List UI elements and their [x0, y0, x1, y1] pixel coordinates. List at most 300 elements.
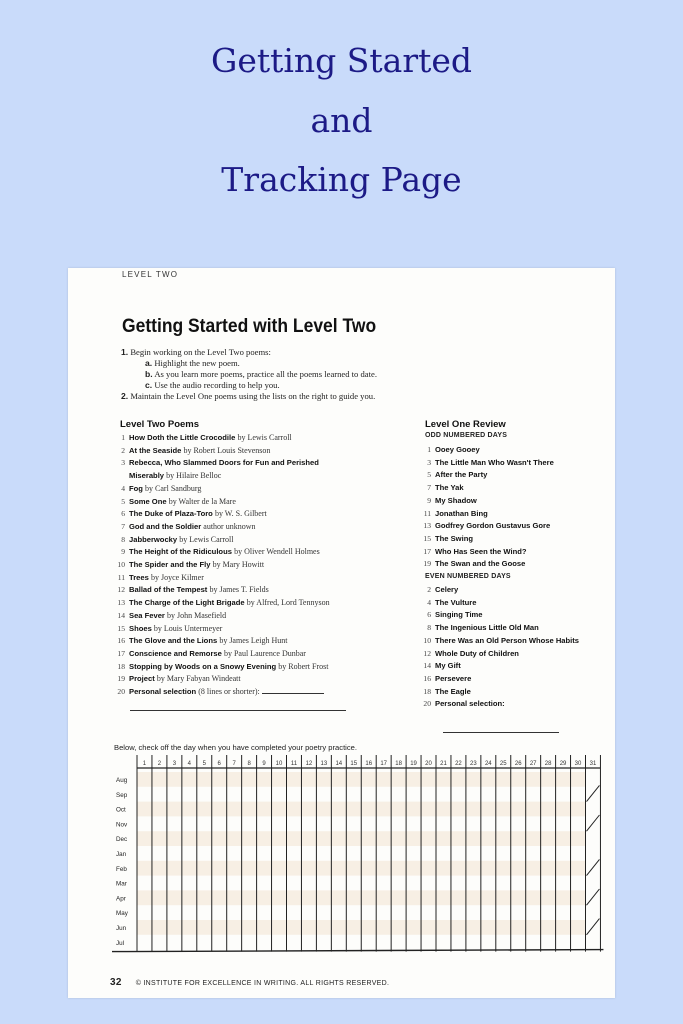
day-checkbox[interactable] [227, 848, 242, 863]
day-checkbox[interactable] [272, 848, 287, 863]
day-checkbox[interactable] [272, 892, 287, 907]
day-checkbox[interactable] [212, 892, 227, 907]
day-checkbox[interactable] [212, 878, 227, 893]
day-checkbox[interactable] [227, 833, 242, 848]
day-checkbox[interactable] [466, 789, 481, 804]
day-checkbox[interactable] [391, 833, 406, 848]
day-checkbox[interactable] [272, 907, 287, 922]
day-checkbox[interactable] [481, 922, 496, 937]
day-checkbox[interactable] [586, 818, 601, 833]
day-checkbox[interactable] [137, 937, 152, 952]
day-checkbox[interactable] [137, 907, 152, 922]
day-checkbox[interactable] [182, 848, 197, 863]
day-checkbox[interactable] [511, 818, 526, 833]
day-checkbox[interactable] [571, 774, 586, 789]
day-checkbox[interactable] [197, 863, 212, 878]
day-checkbox[interactable] [511, 892, 526, 907]
day-checkbox[interactable] [212, 863, 227, 878]
day-checkbox[interactable] [257, 789, 272, 804]
day-checkbox[interactable] [586, 863, 601, 878]
day-checkbox[interactable] [316, 774, 331, 789]
day-checkbox[interactable] [451, 833, 466, 848]
day-checkbox[interactable] [526, 789, 541, 804]
write-in-line[interactable] [443, 732, 559, 733]
day-checkbox[interactable] [406, 922, 421, 937]
day-checkbox[interactable] [167, 818, 182, 833]
day-checkbox[interactable] [421, 774, 436, 789]
day-checkbox[interactable] [406, 907, 421, 922]
day-checkbox[interactable] [331, 922, 346, 937]
day-checkbox[interactable] [586, 922, 601, 937]
day-checkbox[interactable] [556, 878, 571, 893]
day-checkbox[interactable] [227, 937, 242, 952]
day-checkbox[interactable] [227, 804, 242, 819]
day-checkbox[interactable] [272, 922, 287, 937]
day-checkbox[interactable] [242, 833, 257, 848]
day-checkbox[interactable] [571, 789, 586, 804]
day-checkbox[interactable] [436, 833, 451, 848]
day-checkbox[interactable] [346, 892, 361, 907]
day-checkbox[interactable] [361, 863, 376, 878]
day-checkbox[interactable] [316, 818, 331, 833]
day-checkbox[interactable] [167, 922, 182, 937]
day-checkbox[interactable] [152, 804, 167, 819]
day-checkbox[interactable] [451, 804, 466, 819]
day-checkbox[interactable] [376, 863, 391, 878]
day-checkbox[interactable] [361, 937, 376, 952]
day-checkbox[interactable] [571, 804, 586, 819]
day-checkbox[interactable] [511, 774, 526, 789]
day-checkbox[interactable] [466, 922, 481, 937]
day-checkbox[interactable] [526, 892, 541, 907]
day-checkbox[interactable] [257, 907, 272, 922]
day-checkbox[interactable] [167, 907, 182, 922]
day-checkbox[interactable] [556, 774, 571, 789]
day-checkbox[interactable] [541, 907, 556, 922]
day-checkbox[interactable] [331, 804, 346, 819]
day-checkbox[interactable] [376, 922, 391, 937]
day-checkbox[interactable] [182, 833, 197, 848]
day-checkbox[interactable] [212, 818, 227, 833]
day-checkbox[interactable] [556, 848, 571, 863]
day-checkbox[interactable] [182, 804, 197, 819]
day-checkbox[interactable] [451, 863, 466, 878]
day-checkbox[interactable] [436, 848, 451, 863]
day-checkbox[interactable] [316, 863, 331, 878]
day-checkbox[interactable] [331, 818, 346, 833]
day-checkbox[interactable] [571, 922, 586, 937]
day-checkbox[interactable] [511, 922, 526, 937]
day-checkbox[interactable] [137, 878, 152, 893]
day-checkbox[interactable] [436, 907, 451, 922]
day-checkbox[interactable] [511, 789, 526, 804]
day-checkbox[interactable] [182, 818, 197, 833]
day-checkbox[interactable] [436, 878, 451, 893]
day-checkbox[interactable] [541, 804, 556, 819]
day-checkbox[interactable] [152, 937, 167, 952]
day-checkbox[interactable] [376, 774, 391, 789]
day-checkbox[interactable] [376, 818, 391, 833]
day-checkbox[interactable] [301, 774, 316, 789]
day-checkbox[interactable] [436, 863, 451, 878]
day-checkbox[interactable] [152, 878, 167, 893]
day-checkbox[interactable] [242, 818, 257, 833]
day-checkbox[interactable] [346, 878, 361, 893]
day-checkbox[interactable] [242, 937, 257, 952]
day-checkbox[interactable] [137, 892, 152, 907]
day-checkbox[interactable] [346, 922, 361, 937]
day-checkbox[interactable] [301, 878, 316, 893]
day-checkbox[interactable] [257, 818, 272, 833]
day-checkbox[interactable] [391, 789, 406, 804]
day-checkbox[interactable] [406, 863, 421, 878]
day-checkbox[interactable] [361, 789, 376, 804]
day-checkbox[interactable] [376, 789, 391, 804]
day-checkbox[interactable] [242, 789, 257, 804]
day-checkbox[interactable] [257, 878, 272, 893]
day-checkbox[interactable] [466, 907, 481, 922]
day-checkbox[interactable] [242, 848, 257, 863]
day-checkbox[interactable] [466, 863, 481, 878]
day-checkbox[interactable] [137, 922, 152, 937]
day-checkbox[interactable] [167, 848, 182, 863]
day-checkbox[interactable] [406, 818, 421, 833]
day-checkbox[interactable] [496, 774, 511, 789]
day-checkbox[interactable] [406, 774, 421, 789]
day-checkbox[interactable] [287, 892, 302, 907]
day-checkbox[interactable] [272, 818, 287, 833]
day-checkbox[interactable] [227, 863, 242, 878]
day-checkbox[interactable] [287, 833, 302, 848]
day-checkbox[interactable] [496, 892, 511, 907]
day-checkbox[interactable] [391, 848, 406, 863]
day-checkbox[interactable] [406, 789, 421, 804]
day-checkbox[interactable] [287, 774, 302, 789]
day-checkbox[interactable] [212, 774, 227, 789]
day-checkbox[interactable] [287, 818, 302, 833]
day-checkbox[interactable] [421, 922, 436, 937]
day-checkbox[interactable] [361, 907, 376, 922]
day-checkbox[interactable] [481, 848, 496, 863]
day-checkbox[interactable] [361, 833, 376, 848]
write-in-line[interactable] [130, 710, 346, 711]
day-checkbox[interactable] [212, 848, 227, 863]
day-checkbox[interactable] [182, 789, 197, 804]
day-checkbox[interactable] [331, 878, 346, 893]
day-checkbox[interactable] [272, 833, 287, 848]
day-checkbox[interactable] [242, 804, 257, 819]
day-checkbox[interactable] [526, 833, 541, 848]
day-checkbox[interactable] [152, 833, 167, 848]
day-checkbox[interactable] [391, 863, 406, 878]
day-checkbox[interactable] [376, 892, 391, 907]
day-checkbox[interactable] [257, 892, 272, 907]
day-checkbox[interactable] [451, 907, 466, 922]
day-checkbox[interactable] [361, 774, 376, 789]
day-checkbox[interactable] [526, 774, 541, 789]
day-checkbox[interactable] [167, 774, 182, 789]
day-checkbox[interactable] [182, 863, 197, 878]
day-checkbox[interactable] [586, 892, 601, 907]
day-checkbox[interactable] [541, 892, 556, 907]
day-checkbox[interactable] [301, 907, 316, 922]
day-checkbox[interactable] [272, 804, 287, 819]
day-checkbox[interactable] [481, 892, 496, 907]
day-checkbox[interactable] [376, 804, 391, 819]
day-checkbox[interactable] [272, 937, 287, 952]
day-checkbox[interactable] [197, 804, 212, 819]
day-checkbox[interactable] [451, 789, 466, 804]
day-checkbox[interactable] [436, 892, 451, 907]
day-checkbox[interactable] [197, 789, 212, 804]
day-checkbox[interactable] [197, 922, 212, 937]
day-checkbox[interactable] [496, 804, 511, 819]
day-checkbox[interactable] [242, 774, 257, 789]
day-checkbox[interactable] [167, 937, 182, 952]
day-checkbox[interactable] [421, 818, 436, 833]
day-checkbox[interactable] [571, 907, 586, 922]
day-checkbox[interactable] [451, 848, 466, 863]
day-checkbox[interactable] [406, 878, 421, 893]
day-checkbox[interactable] [152, 892, 167, 907]
day-checkbox[interactable] [331, 937, 346, 952]
day-checkbox[interactable] [137, 789, 152, 804]
day-checkbox[interactable] [287, 863, 302, 878]
day-checkbox[interactable] [316, 833, 331, 848]
day-checkbox[interactable] [421, 848, 436, 863]
day-checkbox[interactable] [391, 922, 406, 937]
day-checkbox[interactable] [331, 848, 346, 863]
day-checkbox[interactable] [571, 878, 586, 893]
day-checkbox[interactable] [242, 892, 257, 907]
day-checkbox[interactable] [331, 863, 346, 878]
day-checkbox[interactable] [257, 848, 272, 863]
day-checkbox[interactable] [376, 907, 391, 922]
day-checkbox[interactable] [361, 878, 376, 893]
day-checkbox[interactable] [346, 833, 361, 848]
day-checkbox[interactable] [301, 789, 316, 804]
day-checkbox[interactable] [481, 878, 496, 893]
day-checkbox[interactable] [466, 818, 481, 833]
day-checkbox[interactable] [167, 833, 182, 848]
day-checkbox[interactable] [406, 937, 421, 952]
day-checkbox[interactable] [526, 922, 541, 937]
day-checkbox[interactable] [242, 878, 257, 893]
day-checkbox[interactable] [257, 833, 272, 848]
day-checkbox[interactable] [316, 848, 331, 863]
day-checkbox[interactable] [137, 863, 152, 878]
day-checkbox[interactable] [137, 774, 152, 789]
day-checkbox[interactable] [391, 818, 406, 833]
day-checkbox[interactable] [466, 774, 481, 789]
day-checkbox[interactable] [391, 804, 406, 819]
day-checkbox[interactable] [481, 818, 496, 833]
day-checkbox[interactable] [451, 937, 466, 952]
day-checkbox[interactable] [331, 833, 346, 848]
day-checkbox[interactable] [526, 878, 541, 893]
day-checkbox[interactable] [556, 833, 571, 848]
day-checkbox[interactable] [212, 833, 227, 848]
day-checkbox[interactable] [167, 878, 182, 893]
day-checkbox[interactable] [137, 818, 152, 833]
day-checkbox[interactable] [346, 848, 361, 863]
day-checkbox[interactable] [197, 818, 212, 833]
day-checkbox[interactable] [481, 774, 496, 789]
day-checkbox[interactable] [406, 892, 421, 907]
day-checkbox[interactable] [391, 892, 406, 907]
day-checkbox[interactable] [451, 922, 466, 937]
day-checkbox[interactable] [481, 833, 496, 848]
day-checkbox[interactable] [152, 922, 167, 937]
day-checkbox[interactable] [511, 907, 526, 922]
day-checkbox[interactable] [511, 878, 526, 893]
day-checkbox[interactable] [287, 937, 302, 952]
day-checkbox[interactable] [346, 774, 361, 789]
day-checkbox[interactable] [391, 774, 406, 789]
day-checkbox[interactable] [421, 833, 436, 848]
day-checkbox[interactable] [496, 922, 511, 937]
day-checkbox[interactable] [182, 892, 197, 907]
day-checkbox[interactable] [301, 937, 316, 952]
day-checkbox[interactable] [376, 878, 391, 893]
day-checkbox[interactable] [436, 789, 451, 804]
day-checkbox[interactable] [242, 922, 257, 937]
day-checkbox[interactable] [571, 833, 586, 848]
day-checkbox[interactable] [152, 789, 167, 804]
day-checkbox[interactable] [242, 907, 257, 922]
day-checkbox[interactable] [152, 907, 167, 922]
day-checkbox[interactable] [227, 892, 242, 907]
day-checkbox[interactable] [197, 774, 212, 789]
day-checkbox[interactable] [301, 804, 316, 819]
day-checkbox[interactable] [182, 907, 197, 922]
day-checkbox[interactable] [182, 878, 197, 893]
day-checkbox[interactable] [361, 892, 376, 907]
day-checkbox[interactable] [571, 863, 586, 878]
day-checkbox[interactable] [152, 818, 167, 833]
day-checkbox[interactable] [526, 907, 541, 922]
day-checkbox[interactable] [526, 863, 541, 878]
day-checkbox[interactable] [466, 848, 481, 863]
day-checkbox[interactable] [391, 878, 406, 893]
day-checkbox[interactable] [272, 789, 287, 804]
day-checkbox[interactable] [301, 818, 316, 833]
day-checkbox[interactable] [511, 863, 526, 878]
day-checkbox[interactable] [541, 818, 556, 833]
day-checkbox[interactable] [421, 907, 436, 922]
day-checkbox[interactable] [301, 863, 316, 878]
day-checkbox[interactable] [182, 937, 197, 952]
day-checkbox[interactable] [496, 848, 511, 863]
day-checkbox[interactable] [212, 804, 227, 819]
day-checkbox[interactable] [541, 789, 556, 804]
day-checkbox[interactable] [361, 922, 376, 937]
day-checkbox[interactable] [331, 774, 346, 789]
day-checkbox[interactable] [301, 892, 316, 907]
day-checkbox[interactable] [466, 892, 481, 907]
day-checkbox[interactable] [391, 907, 406, 922]
day-checkbox[interactable] [496, 863, 511, 878]
day-checkbox[interactable] [361, 848, 376, 863]
day-checkbox[interactable] [541, 833, 556, 848]
day-checkbox[interactable] [481, 789, 496, 804]
day-checkbox[interactable] [556, 818, 571, 833]
day-checkbox[interactable] [451, 818, 466, 833]
day-checkbox[interactable] [287, 878, 302, 893]
day-checkbox[interactable] [376, 848, 391, 863]
day-checkbox[interactable] [257, 774, 272, 789]
day-checkbox[interactable] [167, 789, 182, 804]
day-checkbox[interactable] [331, 789, 346, 804]
day-checkbox[interactable] [391, 937, 406, 952]
day-checkbox[interactable] [346, 818, 361, 833]
day-checkbox[interactable] [287, 907, 302, 922]
day-checkbox[interactable] [182, 922, 197, 937]
day-checkbox[interactable] [511, 804, 526, 819]
day-checkbox[interactable] [287, 789, 302, 804]
day-checkbox[interactable] [361, 804, 376, 819]
day-checkbox[interactable] [556, 922, 571, 937]
day-checkbox[interactable] [436, 922, 451, 937]
day-checkbox[interactable] [227, 789, 242, 804]
day-checkbox[interactable] [227, 922, 242, 937]
day-checkbox[interactable] [152, 774, 167, 789]
day-checkbox[interactable] [152, 848, 167, 863]
day-checkbox[interactable] [346, 863, 361, 878]
day-checkbox[interactable] [227, 818, 242, 833]
day-checkbox[interactable] [182, 774, 197, 789]
day-checkbox[interactable] [481, 804, 496, 819]
day-checkbox[interactable] [481, 907, 496, 922]
day-checkbox[interactable] [257, 863, 272, 878]
day-checkbox[interactable] [556, 789, 571, 804]
day-checkbox[interactable] [346, 937, 361, 952]
day-checkbox[interactable] [287, 848, 302, 863]
day-checkbox[interactable] [541, 922, 556, 937]
day-checkbox[interactable] [526, 804, 541, 819]
day-checkbox[interactable] [511, 833, 526, 848]
day-checkbox[interactable] [496, 907, 511, 922]
day-checkbox[interactable] [541, 878, 556, 893]
day-checkbox[interactable] [197, 937, 212, 952]
day-checkbox[interactable] [511, 848, 526, 863]
day-checkbox[interactable] [541, 848, 556, 863]
day-checkbox[interactable] [421, 892, 436, 907]
day-checkbox[interactable] [556, 892, 571, 907]
day-checkbox[interactable] [556, 863, 571, 878]
day-checkbox[interactable] [212, 789, 227, 804]
day-checkbox[interactable] [316, 789, 331, 804]
day-checkbox[interactable] [406, 804, 421, 819]
day-checkbox[interactable] [451, 878, 466, 893]
day-checkbox[interactable] [197, 848, 212, 863]
day-checkbox[interactable] [331, 892, 346, 907]
day-checkbox[interactable] [197, 833, 212, 848]
day-checkbox[interactable] [466, 804, 481, 819]
day-checkbox[interactable] [227, 878, 242, 893]
day-checkbox[interactable] [571, 818, 586, 833]
day-checkbox[interactable] [406, 833, 421, 848]
day-checkbox[interactable] [137, 848, 152, 863]
day-checkbox[interactable] [152, 863, 167, 878]
day-checkbox[interactable] [316, 892, 331, 907]
day-checkbox[interactable] [466, 878, 481, 893]
day-checkbox[interactable] [316, 907, 331, 922]
day-checkbox[interactable] [496, 878, 511, 893]
day-checkbox[interactable] [301, 833, 316, 848]
day-checkbox[interactable] [481, 863, 496, 878]
day-checkbox[interactable] [541, 863, 556, 878]
